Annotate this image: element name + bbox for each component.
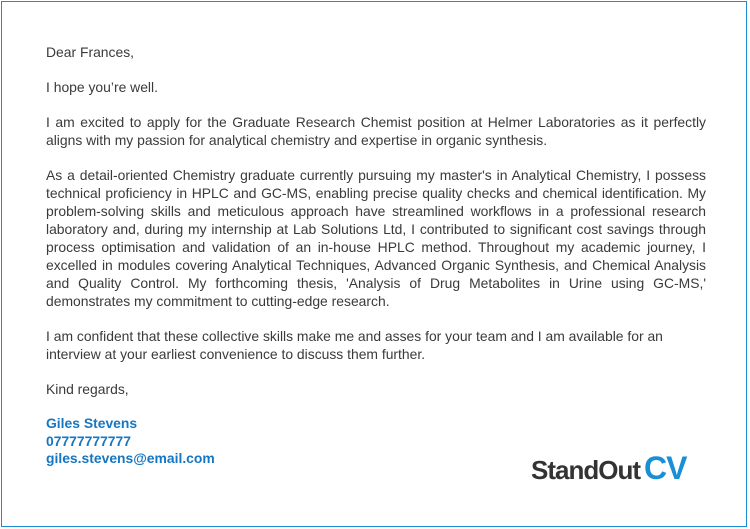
signature-name: Giles Stevens	[46, 415, 138, 431]
closing-paragraph: I am confident that these collective skills make me and asses for your team and I am available for an interview at your earliest convenience to discuss them further.	[46, 328, 663, 362]
standout-cv-logo	[531, 450, 686, 490]
greeting: I hope you’re well.	[46, 79, 158, 95]
signature-email: giles.stevens@email.com	[46, 450, 215, 466]
signature-phone: 07777777777	[46, 432, 131, 449]
logo-wordmark: StandOut	[531, 455, 640, 485]
body-paragraph: As a detail-oriented Chemistry graduate currently pursuing my master's in Analytical Chemistry, I possess technical proficiency in HPLC and GC-MS, enabling precise quality checks and chemical identification. My problem-solving skills and meticulous approach have streamlined workflows in a professional research laboratory and, during my internship at Lab Solutions Ltd, I contributed to significant cost savings through process optimisation and validation of an in-house HPLC method. Throughout my academic journey, I excelled in modules covering Analytical Techniques, Advanced Organic Synthesis, and Chemical Analysis and Quality Control. My forthcoming thesis, 'Analysis of Drug Metabolites in Urine using GC-MS,' demonstrates my commitment to cutting-edge research.	[46, 167, 706, 309]
salutation: Dear Frances,	[46, 44, 135, 60]
logo-accent: CV	[644, 450, 687, 486]
intro-paragraph: I am excited to apply for the Graduate Research Chemist position at Helmer Laboratories as it perfectly aligns with my passion for analytical chemistry and expertise in organic synthesis.	[46, 114, 706, 148]
signoff: Kind regards,	[46, 381, 129, 397]
cover-letter	[46, 43, 706, 468]
